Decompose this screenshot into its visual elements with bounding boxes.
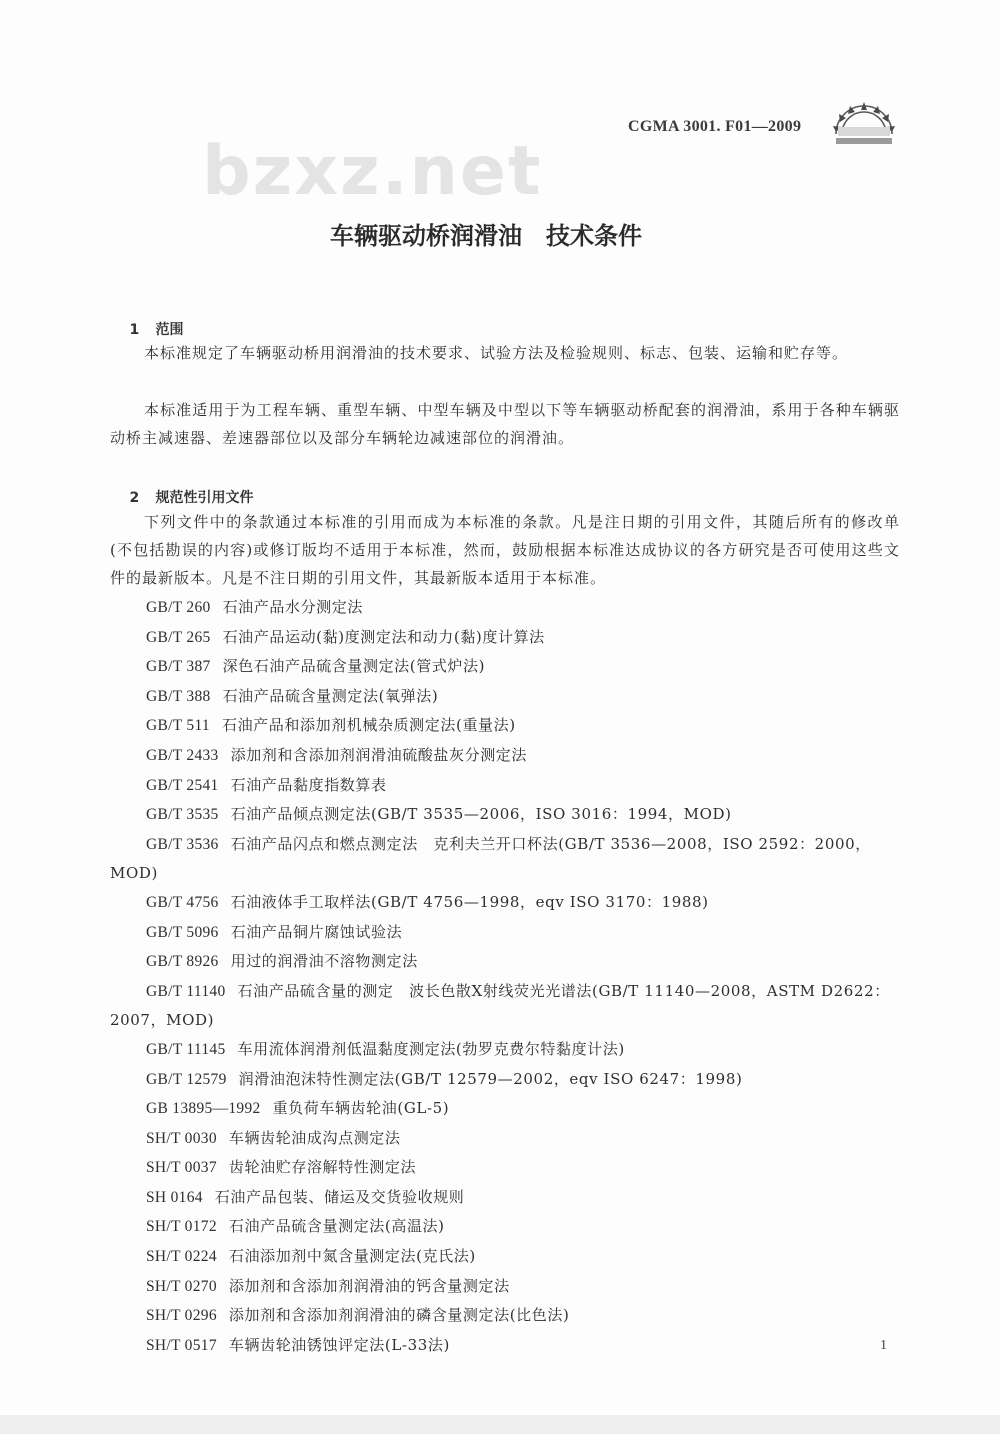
- reference-code: GB/T 3536: [146, 835, 219, 853]
- reference-code: GB/T 11140: [146, 982, 226, 1000]
- reference-code: GB/T 4756: [146, 893, 219, 911]
- reference-title: 石油产品倾点测定法(GB/T 3535—2006，ISO 3016：1994，MOD): [230, 805, 732, 824]
- reference-title: 石油添加剂中氮含量测定法(克氏法): [228, 1247, 476, 1266]
- reference-item: [110, 1272, 902, 1302]
- reference-item: [110, 771, 902, 801]
- reference-item: [110, 1153, 902, 1183]
- scope-paragraph-1: 本标准规定了车辆驱动桥用润滑油的技术要求、试验方法及检验规则、标志、包装、运输和贮存等。: [144, 344, 849, 362]
- reference-code: SH/T 0224: [146, 1248, 217, 1266]
- reference-code: GB/T 511: [146, 717, 210, 735]
- reference-title: 添加剂和含添加剂润滑油的钙含量测定法: [228, 1276, 510, 1295]
- reference-item: [110, 977, 902, 1035]
- reference-item: [110, 888, 902, 918]
- reference-item: [110, 947, 902, 977]
- reference-code: GB/T 2541: [146, 776, 219, 794]
- reference-code: SH 0164: [146, 1188, 203, 1206]
- reference-title: 齿轮油贮存溶解特性测定法: [228, 1158, 417, 1177]
- reference-item: [110, 1331, 902, 1361]
- reference-item: [110, 918, 902, 948]
- reference-title: 石油产品硫含量测定法(高温法): [228, 1217, 445, 1236]
- reference-item: [110, 830, 902, 888]
- reference-item: [110, 800, 902, 830]
- reference-code: SH/T 0172: [146, 1218, 217, 1236]
- reference-code: SH/T 0270: [146, 1277, 217, 1295]
- reference-title: 石油产品水分测定法: [222, 598, 363, 616]
- reference-code: SH/T 0030: [146, 1129, 217, 1147]
- reference-item: [110, 1065, 902, 1095]
- reference-item: [110, 1124, 902, 1154]
- section-title: 范围: [155, 322, 184, 338]
- reference-item: [110, 682, 902, 712]
- watermark: bzxz.net: [202, 132, 543, 211]
- reference-title: 润滑油泡沫特性测定法(GB/T 12579—2002，eqv ISO 6247：1998): [238, 1069, 743, 1088]
- reference-code: GB/T 265: [146, 628, 211, 646]
- reference-code: GB/T 5096: [146, 923, 219, 941]
- reference-title: 车辆齿轮油锈蚀评定法(L-33法): [228, 1335, 450, 1354]
- reference-item: [110, 741, 902, 771]
- association-emblem-icon: [828, 100, 900, 152]
- reference-title: 车用流体润滑剂低温黏度测定法(勃罗克费尔特黏度计法): [237, 1039, 625, 1058]
- reference-title: 重负荷车辆齿轮油(GL-5): [272, 1099, 450, 1118]
- references-intro: 下列文件中的条款通过本标准的引用而成为本标准的条款。凡是注日期的引用文件，其随后所有的修改单(不包括勘误的内容)或修订版均不适用于本标准，然而，鼓励根据本标准达成协议的各方研究是否可使用这些文件的最新版本。凡是不注日期的引用文件，其最新版本适用于本标准。: [110, 513, 900, 587]
- reference-code: GB/T 387: [146, 658, 211, 676]
- reference-item: [110, 1212, 902, 1242]
- reference-code: GB/T 388: [146, 687, 211, 705]
- reference-title: 石油产品硫含量测定法(氧弹法): [222, 686, 439, 705]
- reference-item: [110, 652, 902, 682]
- reference-list: [110, 593, 902, 1360]
- reference-item: [110, 1242, 902, 1272]
- reference-code: GB/T 11145: [146, 1040, 226, 1058]
- reference-item: [110, 623, 902, 653]
- reference-title: 添加剂和含添加剂润滑油的磷含量测定法(比色法): [228, 1306, 570, 1325]
- reference-item: [110, 1183, 902, 1213]
- reference-item: [110, 711, 902, 741]
- reference-title: 石油产品闪点和燃点测定法 克利夫兰开口杯法(GB/T 3536—2008，ISO 2592：2000，MOD): [110, 834, 871, 883]
- reference-code: SH/T 0517: [146, 1336, 217, 1354]
- reference-code: SH/T 0296: [146, 1307, 217, 1325]
- section-number: 2: [129, 490, 140, 506]
- scope-paragraph-2: 本标准适用于为工程车辆、重型车辆、中型车辆及中型以下等车辆驱动桥配套的润滑油，系用于各种车辆驱动桥主减速器、差速器部位以及部分车辆轮边减速部位的润滑油。: [110, 401, 900, 447]
- reference-title: 石油产品运动(黏)度测定法和动力(黏)度计算法: [222, 627, 545, 646]
- reference-code: GB/T 8926: [146, 953, 219, 971]
- section-title: 规范性引用文件: [155, 490, 254, 506]
- reference-item: [110, 1035, 902, 1065]
- reference-code: SH/T 0037: [146, 1159, 217, 1177]
- reference-title: 石油液体手工取样法(GB/T 4756—1998，eqv ISO 3170：1988): [230, 892, 709, 911]
- reference-code: GB/T 3535: [146, 806, 219, 824]
- reference-code: GB/T 2433: [146, 746, 219, 764]
- reference-title: 石油产品包装、储运及交货验收规则: [214, 1187, 465, 1206]
- page-number: 1: [880, 1338, 887, 1353]
- document-title: 车辆驱动桥润滑油 技术条件: [330, 222, 642, 250]
- reference-title: 添加剂和含添加剂润滑油硫酸盐灰分测定法: [230, 745, 528, 764]
- reference-item: [110, 593, 902, 623]
- reference-title: 石油产品黏度指数算表: [230, 775, 387, 794]
- reference-title: 车辆齿轮油成沟点测定法: [228, 1128, 401, 1147]
- reference-title: 深色石油产品硫含量测定法(管式炉法): [222, 657, 486, 676]
- reference-code: GB 13895—1992: [146, 1100, 261, 1118]
- standard-code: CGMA 3001. F01—2009: [628, 118, 802, 135]
- section-number: 1: [129, 322, 140, 338]
- reference-item: [110, 1094, 902, 1124]
- reference-title: 用过的润滑油不溶物测定法: [230, 952, 418, 971]
- reference-title: 石油产品和添加剂机械杂质测定法(重量法): [221, 716, 516, 735]
- viewer-bottom-bar: [0, 1415, 1000, 1434]
- reference-title: 石油产品铜片腐蚀试验法: [230, 922, 403, 941]
- reference-title: 石油产品硫含量的测定 波长色散X射线荧光光谱法(GB/T 11140—2008，ASTM D2622：2007，MOD): [110, 981, 890, 1030]
- reference-item: [110, 1301, 902, 1331]
- reference-code: GB/T 12579: [146, 1070, 227, 1088]
- reference-code: GB/T 260: [146, 599, 211, 616]
